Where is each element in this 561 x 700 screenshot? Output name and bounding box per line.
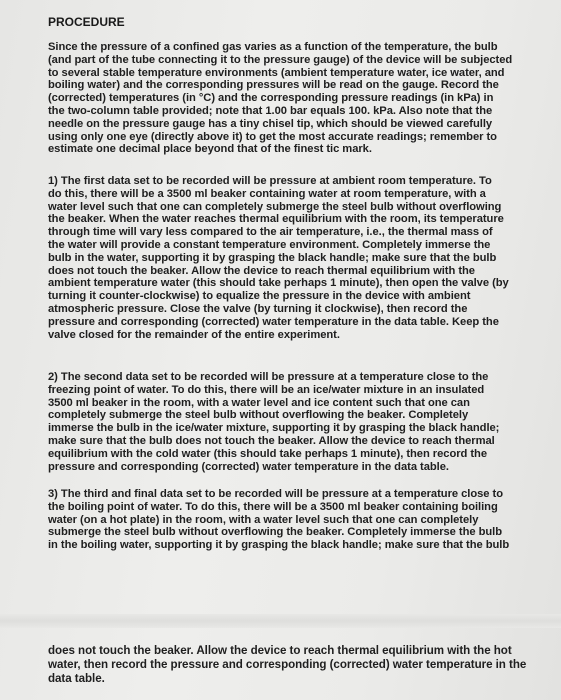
text-line: submerge the steel bulb without overflowing the beaker. Completely immerse the bulb bbox=[48, 526, 503, 539]
text-line: the two-column table provided; note that 1.00 bar equals 100. kPa. Also note that the bbox=[48, 104, 493, 117]
text-line: pressure and corresponding (corrected) water temperature in the data table. Keep the bbox=[48, 315, 499, 328]
text-line: make sure that the bulb does not touch the beaker. Allow the device to reach thermal bbox=[48, 434, 495, 447]
text-line: the boiling point of water. To do this, there will be a 3500 ml beaker containing boiling bbox=[48, 500, 498, 513]
text-line: pressure and corresponding (corrected) water temperature in the data table. bbox=[48, 460, 449, 473]
text-line: 2) The second data set to be recorded will be pressure at a temperature close to the bbox=[48, 371, 489, 383]
text-line: 3500 ml beaker in the room, with a water level and ice content such that one can bbox=[48, 396, 470, 409]
text-line: turning it counter-clockwise) to equalize the pressure in the device with ambient bbox=[48, 290, 471, 303]
text-line: completely submerge the steel bulb without overflowing the beaker. Completely bbox=[48, 409, 469, 422]
procedure-heading: PROCEDURE bbox=[48, 15, 125, 29]
text-line: boiling water) and the corresponding pressures will be read on the gauge. Record the bbox=[48, 79, 499, 92]
text-line: estimate one decimal place beyond that of the finest tic mark. bbox=[48, 143, 372, 156]
text-line: bulb in the water, supporting it by grasping the black handle; make sure that the bulb bbox=[48, 251, 497, 264]
text-line: does not touch the beaker. Allow the device to reach thermal equilibrium with the bbox=[48, 264, 475, 277]
text-line: valve closed for the remainder of the entire experiment. bbox=[48, 328, 340, 341]
text-line: to several stable temperature environments (ambient temperature water, ice water, and bbox=[48, 66, 505, 79]
text-line: do this, there will be a 3500 ml beaker containing water at room temperature, with a bbox=[48, 187, 486, 200]
text-line: (corrected) temperatures (in °C) and the corresponding pressure readings (in kPa) in bbox=[48, 92, 494, 105]
text-line: equilibrium with the cold water (this should take perhaps 1 minute), then record the bbox=[48, 447, 488, 460]
step-1-paragraph bbox=[48, 175, 518, 341]
text-line: does not touch the beaker. Allow the device to reach thermal equilibrium with the hot bbox=[48, 644, 512, 657]
text-line: water (on a hot plate) in the room, with a water level such that one can completely bbox=[48, 513, 479, 526]
text-line: 1) The first data set to be recorded will be pressure at ambient room temperature. To bbox=[48, 175, 492, 187]
text-line: the water will provide a constant temperature environment. Completely immerse the bbox=[48, 238, 491, 251]
text-line: 3) The third and final data set to be recorded will be pressure at a temperature close to bbox=[48, 488, 503, 500]
text-line: in the boiling water, supporting it by grasping the black handle; make sure that the bulb bbox=[48, 539, 510, 552]
page-break bbox=[0, 614, 561, 628]
text-line: through time will vary less compared to the air temperature, i.e., the thermal mass of bbox=[48, 226, 493, 239]
text-line: Since the pressure of a confined gas varies as a function of the temperature, the bulb bbox=[48, 41, 498, 53]
text-line: (and part of the tube connecting it to the pressure gauge) of the device will be subjected bbox=[48, 53, 513, 66]
text-line: the beaker. When the water reaches thermal equilibrium with the room, its temperature bbox=[48, 213, 504, 226]
text-line: data table. bbox=[48, 672, 105, 685]
step-3-paragraph bbox=[48, 488, 518, 552]
intro-paragraph bbox=[48, 41, 518, 156]
text-line: water, then record the pressure and corresponding (corrected) water temperature in the bbox=[48, 658, 527, 671]
text-line: atmospheric pressure. Close the valve (by turning it clockwise), then record the bbox=[48, 302, 468, 315]
text-line: water level such that one can completely submerge the steel bulb without overflowing bbox=[48, 200, 502, 213]
text-line: immerse the bulb in the ice/water mixture, supporting it by grasping the black handle; bbox=[48, 422, 500, 435]
step-2-paragraph bbox=[48, 371, 518, 473]
text-line: needle on the pressure gauge has a tiny chisel tip, which should be viewed carefully bbox=[48, 117, 493, 130]
text-line: using only one eye (directly above it) to get the most accurate readings; remember to bbox=[48, 130, 497, 143]
step-3-continuation-paragraph bbox=[48, 644, 538, 686]
text-line: ambient temperature water (this should take perhaps 1 minute), then open the valve (by bbox=[48, 277, 509, 290]
text-line: freezing point of water. To do this, there will be an ice/water mixture in an insulated bbox=[48, 383, 485, 396]
